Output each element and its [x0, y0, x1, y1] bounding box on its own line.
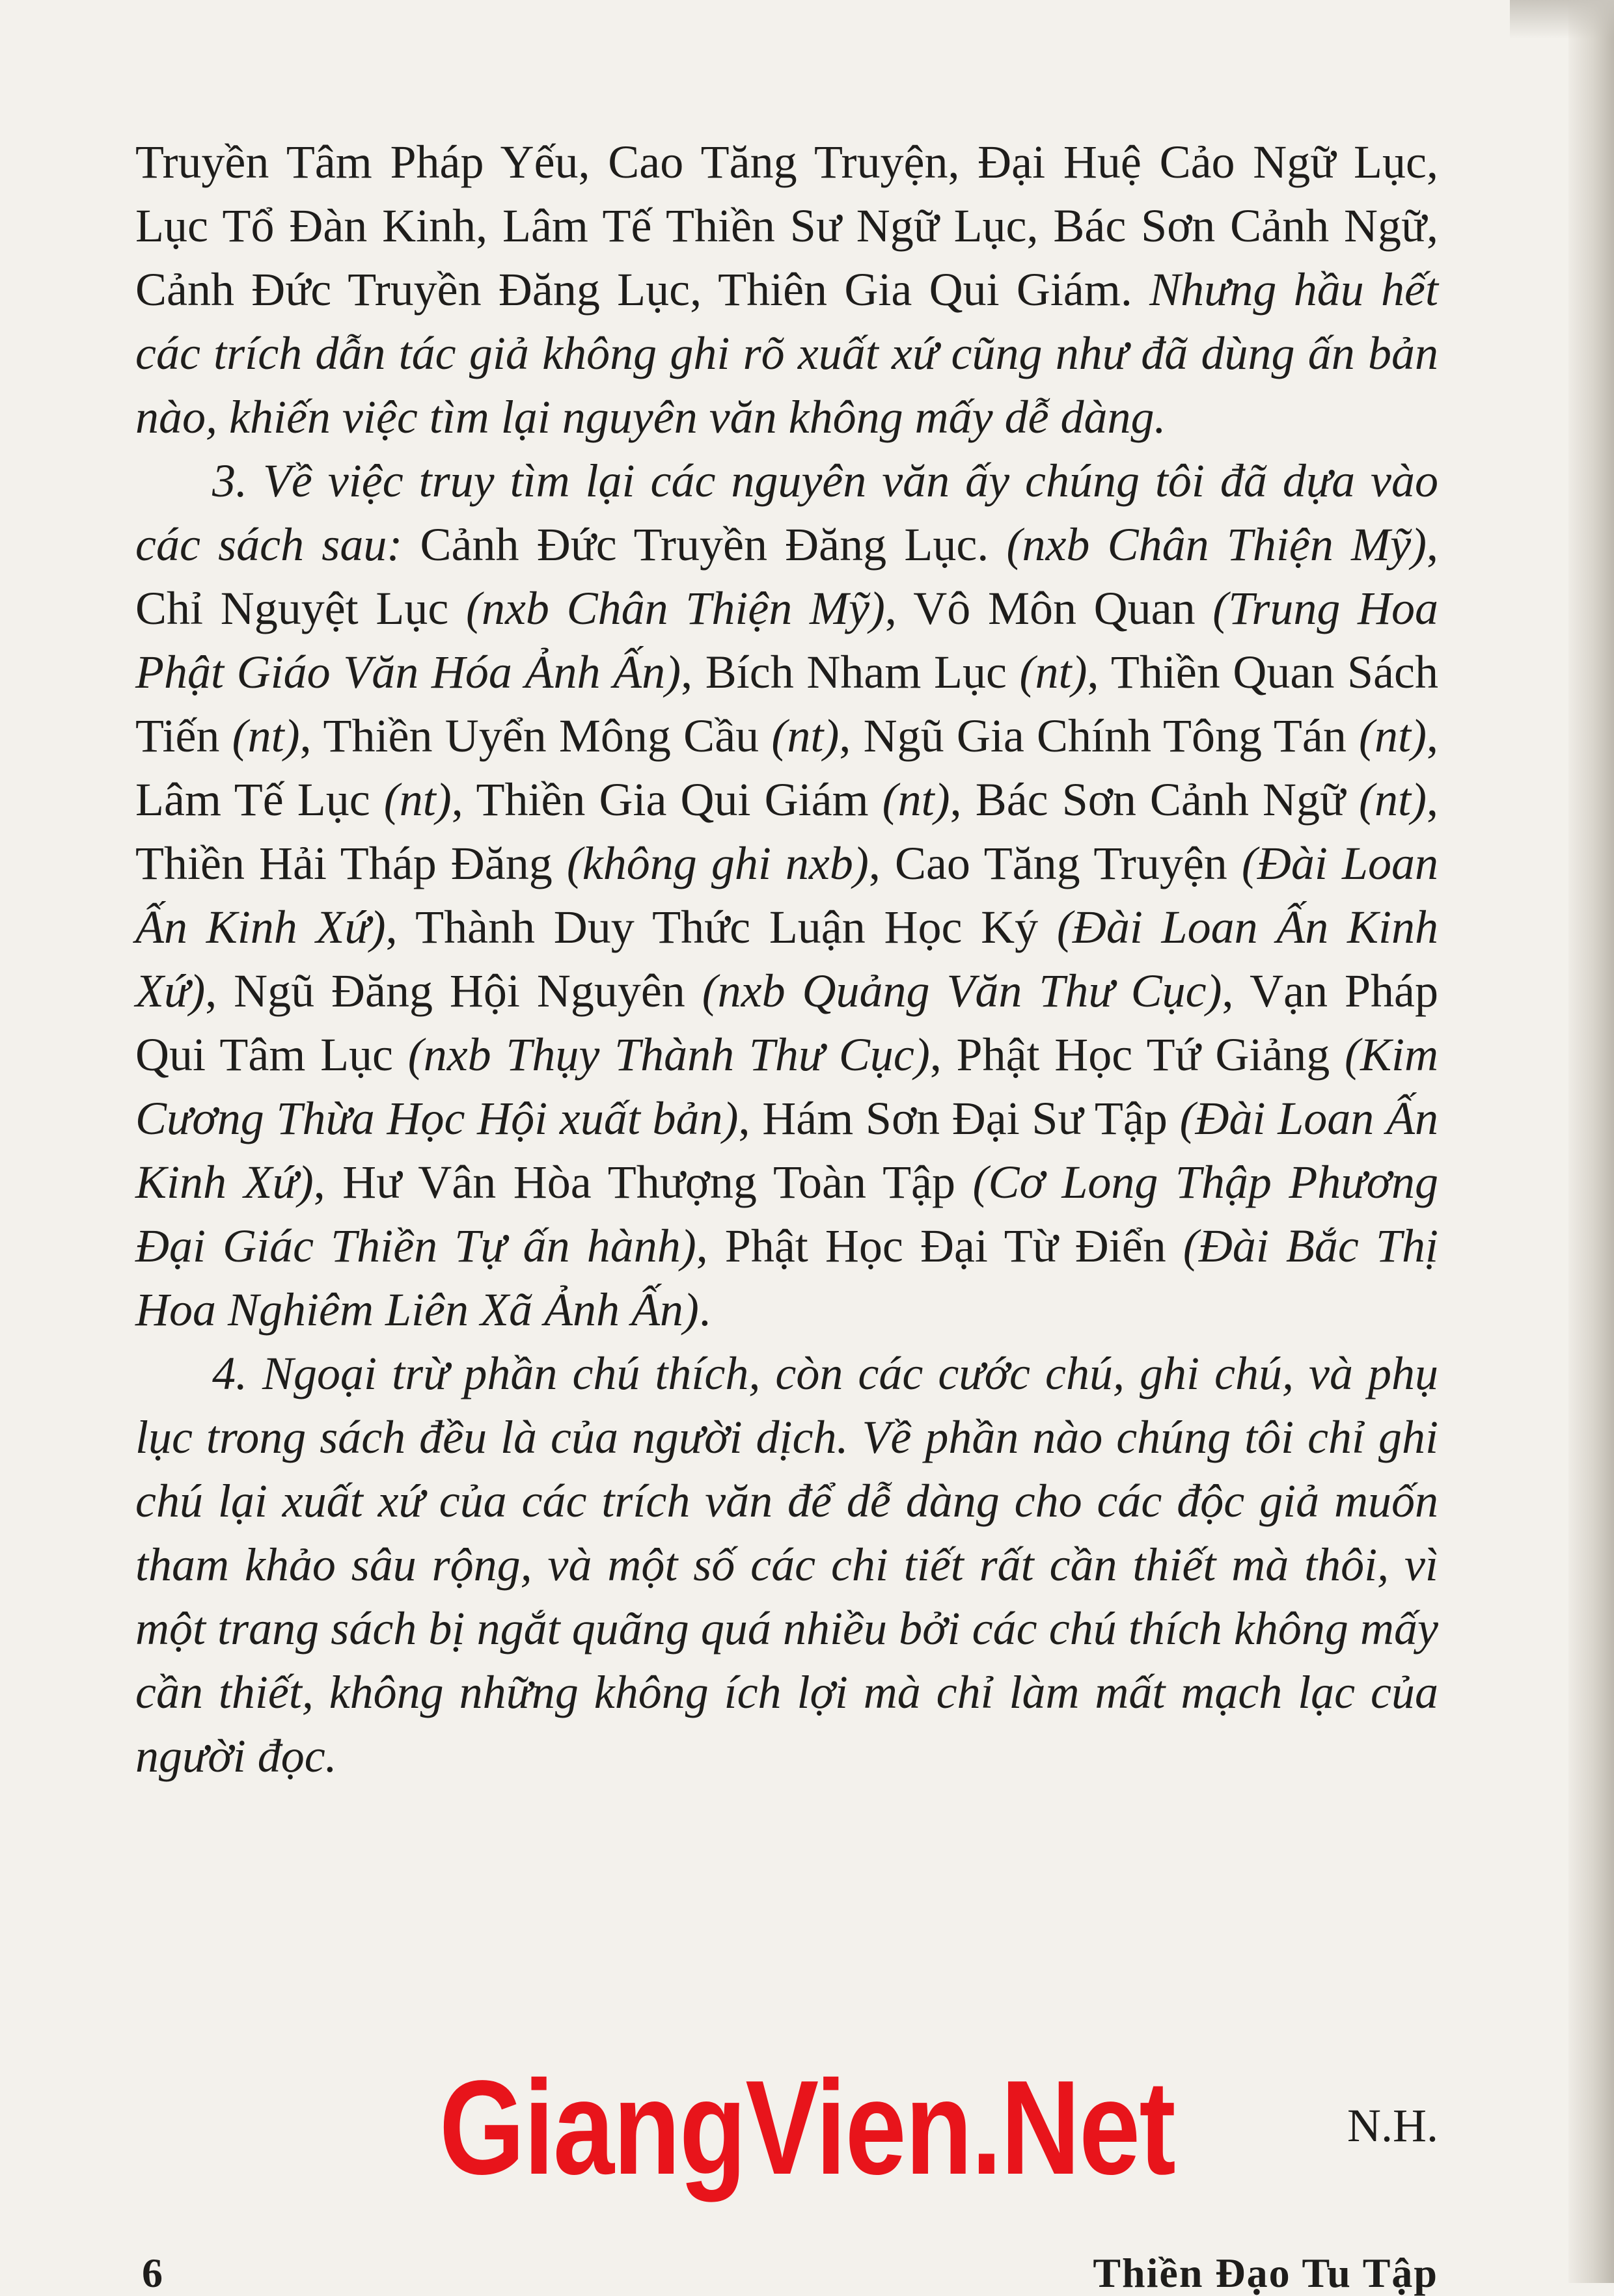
paragraph-3-segment: , Hư Vân Hòa Thượng Toàn Tập — [313, 1156, 973, 1208]
paragraph-3-segment: Cảnh Đức Truyền Đăng Lục. — [420, 519, 1007, 571]
paragraph-3-segment: 3. Về việc truy tìm lại các nguyên văn ấy chúng tôi đã dựa vào các sách sau: — [135, 455, 1438, 571]
paragraph-3-segment: (nxb Quảng Văn Thư Cục) — [702, 965, 1222, 1017]
paragraph-3-segment: . — [698, 1284, 711, 1336]
paragraph-3-segment: , Vô Môn Quan — [884, 582, 1213, 634]
watermark-logo: GiangVien.Net — [439, 2053, 1175, 2202]
paragraph-3-segment: (Trung Hoa Phật Giáo Văn Hóa Ảnh Ấn) — [135, 582, 1439, 698]
paragraph-3-segment: (Đài Bắc Thị Hoa Nghiêm Liên Xã Ảnh Ấn) — [135, 1220, 1439, 1336]
paragraph-3-segment: , Hám Sơn Đại Sư Tập — [738, 1092, 1180, 1144]
paragraph-3-segment: , Phật Học Đại Từ Điển — [696, 1220, 1183, 1272]
paragraph-3-segment: , Thiền Uyển Mông Cầu — [299, 710, 772, 762]
paragraph-3-segment: (nt) — [232, 710, 300, 762]
page-corner-shadow — [1510, 0, 1614, 39]
page-edge-shadow — [1568, 0, 1614, 2283]
paragraph-3-segment: , Ngũ Đăng Hội Nguyên — [205, 965, 702, 1017]
paragraph-3-segment: , Thiền Gia Qui Giám — [451, 774, 882, 826]
paragraph-3-segment: (nt) — [771, 710, 840, 762]
paragraph-3-segment: , Bích Nham Lục — [681, 646, 1020, 698]
paragraph-3-segment: , Phật Học Tứ Giảng — [929, 1029, 1345, 1081]
paragraph-3-segment: (nxb Chân Thiện Mỹ) — [1006, 519, 1427, 571]
paragraph-3-segment: (không ghi nxb) — [566, 837, 869, 889]
paragraph-3-segment: , Cao Tăng Truyện — [868, 837, 1242, 889]
paragraph-3-segment: , Vạn Pháp Qui Tâm Lục — [135, 965, 1439, 1081]
page-number: 6 — [142, 2250, 163, 2296]
paragraph-3-segment: , Chỉ Nguyệt Lục — [135, 519, 1438, 634]
paragraph-3-segment: (Kim Cương Thừa Học Hội xuất bản) — [135, 1029, 1439, 1144]
paragraph-3-sources — [135, 449, 1438, 1342]
paragraph-1-roman: Truyền Tâm Pháp Yếu, Cao Tăng Truyện, Đại Huệ Cảo Ngữ Lục, Lục Tổ Đàn Kinh, Lâm Tế Thiền Sư Ngữ Lục, Bác Sơn Cảnh Ngữ, Cảnh Đức Truyền Đăng Lục, Thiên Gia Qui Giám. — [135, 136, 1438, 316]
paragraph-3-segment: (Cơ Long Thập Phương Đại Giác Thiền Tự ấn hành) — [135, 1156, 1438, 1272]
body-text — [135, 130, 1438, 1788]
paragraph-1-italic: Nhưng hầu hết các trích dẫn tác giả không ghi rõ xuất xứ cũng như đã dùng ấn bản nào, khiến việc tìm lại nguyên văn không mấy dễ dàng. — [135, 263, 1438, 443]
paragraph-1 — [135, 130, 1438, 449]
paragraph-3-segment: (nt) — [1019, 646, 1087, 698]
paragraph-3-segment: (Đài Loan Ấn Kinh Xứ) — [135, 901, 1439, 1017]
paragraph-3-segment: (nt) — [383, 774, 452, 826]
paragraph-3-segment: (Đài Loan Ấn Kinh Xứ) — [135, 1092, 1438, 1208]
paragraph-3-segment: (nxb Thụy Thành Thư Cục) — [407, 1029, 930, 1081]
signature: N.H. — [1347, 2100, 1438, 2152]
paragraph-3-segment: , Thiền Quan Sách Tiến — [135, 646, 1438, 762]
paragraph-3-segment: (nt) — [882, 774, 950, 826]
paragraph-3-segment: (nxb Chân Thiện Mỹ) — [465, 582, 885, 634]
paragraph-3-segment: , Thiền Hải Tháp Đăng — [135, 774, 1439, 889]
paragraph-3-segment: (nt) — [1359, 774, 1427, 826]
paragraph-4-notes: 4. Ngoại trừ phần chú thích, còn các cước chú, ghi chú, và phụ lục trong sách đều là của người dịch. Về phần nào chúng tôi chỉ ghi chú lại xuất xứ của các trích văn để dễ dàng cho các độc giả muốn tham khảo sâu rộng, và một số các chi tiết rất cần thiết mà thôi, vì một trang sách bị ngắt quãng quá nhiều bởi các chú thích không mấy cần thiết, không những không ích lợi mà chỉ làm mất mạch lạc của người đọc. — [135, 1347, 1438, 1782]
paragraph-3-segment: (nt) — [1359, 710, 1427, 762]
paragraph-3-segment: (Đài Loan Ấn Kinh Xứ) — [135, 837, 1438, 953]
paragraph-3-segment: , Lâm Tế Lục — [135, 710, 1439, 826]
paragraph-3-segment: , Ngũ Gia Chính Tông Tán — [839, 710, 1360, 762]
paragraph-3-segment: , Bác Sơn Cảnh Ngữ — [950, 774, 1360, 826]
paragraph-3-segment: , Thành Duy Thức Luận Học Ký — [385, 901, 1057, 953]
running-title: Thiền Đạo Tu Tập — [1093, 2250, 1438, 2296]
